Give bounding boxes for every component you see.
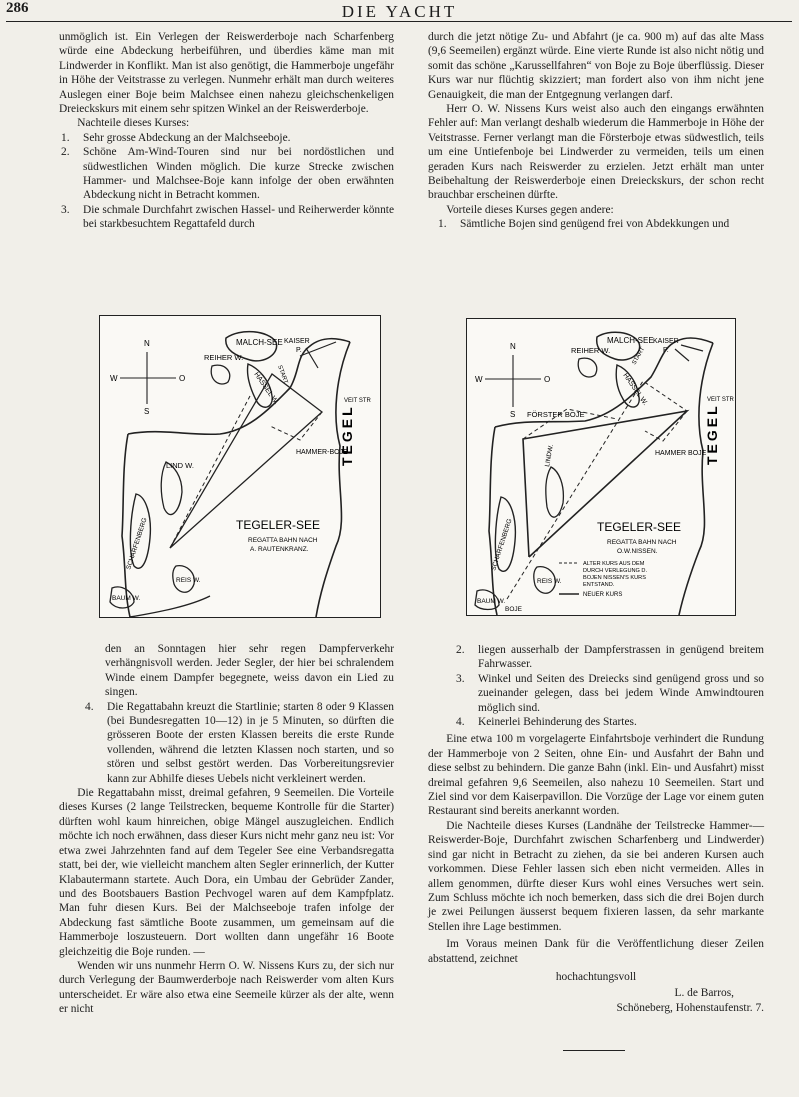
list-item <box>428 672 764 715</box>
signature-rule <box>563 1050 625 1051</box>
paragraph: den an Sonntagen hier sehr regen Dampferverkehr verhängnisvoll werden. Jeder Segler, der hier bei schralendem Winde einem Dampfer begegnete, weiss davon ein Lied zu singen. <box>105 643 394 699</box>
list-item <box>59 131 394 145</box>
label-tegel: TEGEL <box>339 404 355 466</box>
label-hassel: HASSEL W. <box>252 371 280 406</box>
signature-address: Schöneberg, Hohenstaufenstr. 7. <box>616 1001 764 1014</box>
legend-old-3: BOJEN NISSEN'S KURS <box>583 575 646 581</box>
label-lind: LIND W. <box>166 461 194 470</box>
paragraph: Nachteile dieses Kurses: <box>77 117 190 130</box>
map-nissen <box>466 318 736 616</box>
label-start: START <box>631 346 647 366</box>
list-item <box>428 715 764 729</box>
list-text: Winkel und Seiten des Dreiecks sind genügend gross und so zueinander gelegen, dass bei jedem Winde Amwindtouren möglich sind. <box>478 672 764 714</box>
column-right-bottom <box>428 643 764 1015</box>
label-scharfenberg: SCHARFENBERG <box>490 517 514 572</box>
map-subtitle-2: O.W.NISSEN. <box>617 548 658 555</box>
label-kaiser: KAISER <box>284 338 310 345</box>
column-left-top <box>59 30 394 232</box>
map-title: TEGELER-SEE <box>597 520 682 534</box>
label-veit: VEIT STR <box>344 398 371 404</box>
paragraph: durch die jetzt nötige Zu- und Abfahrt (je ca. 900 m) auf das alte Mass (9,6 Seemeilen) ergänzt würde. Eine vierte Runde ist also nicht nötig und somit das schöne „Karussellfahren“ von Boje zu Boje überflüssig. Dieser Kurs war nur flüchtig skizziert; man fordert also von ihm nicht jene Genauigkeit, die man der Entgegnung verlangen darf. <box>428 31 764 101</box>
list-text: Keinerlei Behinderung des Startes. <box>478 716 637 729</box>
paragraph: Vorteile dieses Kurses gegen andere: <box>446 203 614 216</box>
paragraph: Die Regattabahn misst, dreimal gefahren, 9 Seemeilen. Die Vorteile dieses Kurses (2 lange Teilstrecken, bequeme Kontrolle für die Starter) dürften wohl kaum hinreichen, obige Mängel auszugleichen. Endlich möchte ich noch erwähnen, dass dieser Kurs nicht mehr ganz neu ist: Vor etwa zwei Jahrzehnten fand auf dem Tegeler See eine Verbandsregatta statt, bei der, wie vielleicht manchem alten Segler erinnerlich, der Kutter Klabautermann startete. Auch Dora, ein Umbau der Gebrüder Zander, und des Bootsbauers Bastion Pechvogel waren auf dem Kampfplatz. Man fuhr diesen Kurs. Bei der Malchseeboje trafen infolge der Abdeckung fast sämtliche Boote zusammen, um gemeinsam auf die Hammerboje loszusteuern. Dort wollten dann ungefähr 16 Boote gleichzeitig die Boje runden. — <box>59 787 394 958</box>
list-item <box>59 145 394 203</box>
label-hammerboje: HAMMER-BOJE <box>296 449 348 456</box>
list-number: 3. <box>456 672 465 685</box>
compass-n: N <box>510 342 516 351</box>
label-kaiser: KAISER <box>653 338 679 345</box>
list-item <box>428 643 764 672</box>
label-lind: LINDW. <box>544 444 555 468</box>
compass-o: O <box>179 374 186 383</box>
label-malchsee: MALCH-SEE <box>607 336 654 345</box>
list-text: Sehr grosse Abdeckung an der Malchseeboje. <box>83 131 291 144</box>
paragraph: Im Voraus meinen Dank für die Veröffentlichung dieser Zeilen abstattend, zeichnet <box>428 938 764 965</box>
list-number: 2. <box>456 644 465 656</box>
column-right-top <box>428 30 764 232</box>
paragraph: unmöglich ist. Ein Verlegen der Reiswerderboje nach Scharfenberg würde eine Abdeckung herbeiführen, und überdies käme man mit Lindwerder in Konflikt. Man ist also genötigt, die Hammerboje ungefähr in Höhe der Veitstrasse zu verlegen. Nunmehr erhält man durch weiteres Auslegen einer Boje beim Malchsee einen nahezu gleichschenkeligen Dreieckskurs mit einem sehr spitzen Winkel an der Reiswerderboje. <box>59 31 394 116</box>
paragraph: Die Nachteile dieses Kurses (Landnähe der Teilstrecke Hammer-—Reiswerder-Boje, Durchfahrt zwischen Scharfenberg und Lindwerder) sind gar nicht in Betracht zu ziehen, da sie bei anderen Kursen auch vorkommen. Diese Fehler lassen sich eben nicht vermeiden. Alles in allem genommen, dürfte dieser Kurs wohl eines Versuches wert sein. Zum Schluss möchte ich noch bemerken, dass sich die drei Bojen durch je zwei Peilungen äusserst bequem fixieren lassen, da sehr markante Stellen ihre Lage bestimmen. <box>428 819 764 933</box>
legend-old-2: DURCH VERLEGUNG D. <box>583 568 648 574</box>
list-text: Die Regattabahn kreuzt die Startlinie; starten 8 oder 9 Klassen (bei Bundesregatten 10—12) in je 5 Minuten, so dürften die grösseren Boote der ersten Klassen bereits die erste Runde vollenden, während die letzten Klassen noch starten, und so stören und selbst gestört werden. Das Vorbereitungsrevier kann zur Abhilfe dieses Uebels nicht verkleinert werden. <box>107 700 394 785</box>
label-reiher: REIHER W. <box>571 346 611 355</box>
label-start: START <box>276 364 289 385</box>
compass-s: S <box>510 410 516 419</box>
compass-s: S <box>144 407 150 416</box>
label-baum: BAUM W. <box>477 598 506 605</box>
list-number: 4. <box>85 700 94 713</box>
closing: hochachtungsvoll <box>555 970 637 983</box>
legend-new: NEUER KURS <box>583 592 623 598</box>
compass-n: N <box>144 339 150 348</box>
map-subtitle-1: REGATTA BAHN NACH <box>607 539 677 546</box>
label-foerster: FÖRSTER BOJE <box>527 410 585 419</box>
list-item <box>428 217 764 231</box>
list-number: 4. <box>456 716 465 729</box>
list-item <box>59 203 394 232</box>
label-hassel: HASSEL W. <box>621 372 649 407</box>
paragraph: Eine etwa 100 m vorgelagerte Einfahrtsboje verhindert die Rundung der Hammerboje von 2 Seiten, ohne Ein- und Ausfahrt der Bahn und diese selbst zu behindern. Die ganze Bahn (inkl. Ein- und Ausfahrt) misst dreimal gefahren 9,6 Seemeilen, also nahezu 10 Seemeilen. Start und Ziel sind vor dem Kaiserpavillon. Die Vorzüge der Lage vor einem guten Restaurant sind bereits anerkannt worden. <box>428 733 764 818</box>
list-text: Schöne Am-Wind-Touren sind nur bei nordöstlichen und südwestlichen Winden möglich. Die kurze Strecke zwischen Hammer- und Malchsee-Boje kann infolge der oben erwähnten Abdeckung nicht in Betracht kommen. <box>83 146 394 202</box>
label-malchsee: MALCH-SEE <box>236 338 283 347</box>
label-reiher: REIHER W. <box>204 353 244 362</box>
label-hammerboje: HAMMER BOJE <box>655 450 707 457</box>
list-text: liegen ausserhalb der Dampferstrassen in genügend breitem Fahrwasser. <box>478 644 764 671</box>
map-rautenkranz <box>99 315 381 618</box>
compass-w: W <box>110 374 118 383</box>
label-boje: BOJE <box>505 606 522 613</box>
running-title: DIE YACHT <box>341 2 458 21</box>
label-scharfenberg: SCHARFENBERG <box>125 516 149 571</box>
page-number: 286 <box>6 0 29 16</box>
compass-o: O <box>544 375 551 384</box>
list-text: Die schmale Durchfahrt zwischen Hassel- und Reiherwerder könnte bei starkbesuchtem Regattafeld durch <box>83 203 394 231</box>
label-baum: BAUM W. <box>112 595 141 602</box>
map-subtitle-2: A. RAUTENKRANZ. <box>250 546 309 553</box>
compass-w: W <box>475 375 483 384</box>
list-number: 1. <box>61 131 70 144</box>
label-tegel: TEGEL <box>704 403 720 465</box>
label-kaiser-p: P. <box>663 347 669 354</box>
map-title: TEGELER-SEE <box>236 518 321 532</box>
legend-old-4: ENTSTAND. <box>583 582 615 588</box>
signature-name: L. de Barros, <box>674 987 734 1000</box>
list-number: 1. <box>438 218 447 231</box>
label-veit: VEIT STR <box>707 397 734 403</box>
label-reis: REIS W. <box>537 578 562 585</box>
list-number: 2. <box>61 146 70 159</box>
list-number: 3. <box>61 203 70 216</box>
label-kaiser-p: P. <box>296 347 302 354</box>
paragraph: Wenden wir uns nunmehr Herrn O. W. Nissens Kurs zu, der sich nur durch Verlegung der Baumwerderboje nach Reiswerder vom alten Kurs unterscheidet. Er wäre also etwa eine Seemeile kürzer als der alte, wenn er nicht <box>59 959 394 1016</box>
list-item <box>59 700 394 786</box>
map-subtitle-1: REGATTA BAHN NACH <box>248 537 318 544</box>
header-rule <box>6 21 792 22</box>
column-left-bottom <box>59 642 394 1017</box>
legend-old-1: ALTER KURS AUS DEM <box>583 561 645 567</box>
list-text: Sämtliche Bojen sind genügend frei von Abdekkungen und <box>460 218 730 231</box>
label-reis: REIS W. <box>176 577 201 584</box>
paragraph: Herr O. W. Nissens Kurs weist also auch den eingangs erwähnten Fehler auf: Man verlangt deshalb wiederum die Hammerboje in Höhe der Veitstrasse. Ferner verlangt man die Försterboje etwas südwestlich, teils um eine Untiefenboje bei Lindwerder zu vermeiden, teils um einen geraden Kurs nach Reiswerder zu erzielen. Jetzt erhält man unter Beibehaltung der Reiswerderboje einen Dreieckskurs, der schon recht brauchbar erscheinen dürfte. <box>428 103 764 202</box>
